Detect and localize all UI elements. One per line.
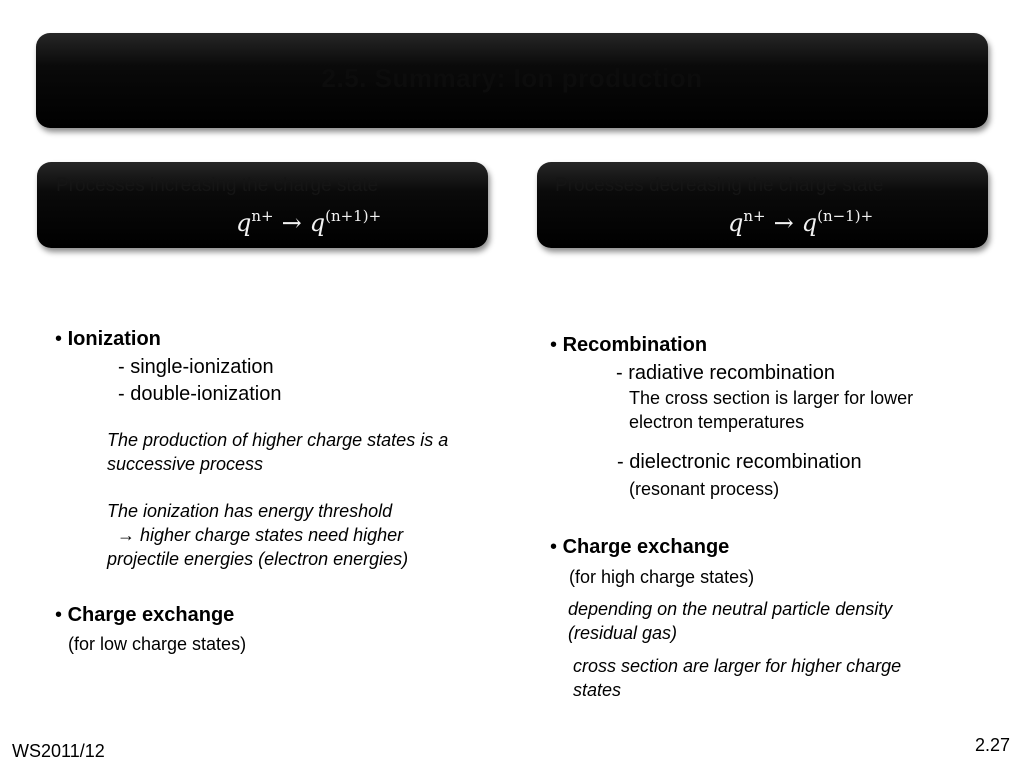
charge-exchange-title-right: Charge exchange [562, 536, 730, 558]
formula-base: q [236, 209, 252, 237]
formula-base: q [728, 209, 744, 237]
density-note-line1: depending on the neutral particle density [568, 599, 893, 619]
arrow-icon: → [773, 209, 794, 237]
threshold-note-line2: → higher charge states need higher [117, 525, 404, 545]
bullet-icon: • [55, 328, 63, 350]
density-note-line2: (residual gas) [568, 623, 678, 643]
cross-section-note-line1: cross section are larger for higher charge [573, 656, 902, 676]
arrow-icon: → [281, 209, 302, 237]
bullet-icon: • [550, 334, 558, 356]
right-header-formula [728, 207, 873, 237]
bullet-icon: • [55, 604, 63, 626]
formula-base: q [309, 209, 326, 237]
ionization-title: Ionization [67, 328, 161, 350]
single-ionization: - single-ionization [118, 356, 274, 378]
radiative-recombination: - radiative recombination [616, 362, 835, 384]
successive-note-line1: The production of higher charge states is a [107, 430, 449, 450]
charge-exchange-title-left: Charge exchange [67, 604, 235, 626]
formula-base: q [801, 209, 818, 237]
right-header-label: Processes decreasing the charge state [555, 175, 884, 196]
cross-section-note-line2: states [573, 680, 622, 700]
page-number: 2.27 [975, 735, 1011, 755]
bullet-icon: • [550, 536, 558, 558]
charge-exchange-note-left: (for low charge states) [68, 634, 247, 654]
formula-superscript: (n+1)+ [325, 207, 382, 225]
dielectronic-recombination: - dielectronic recombination [617, 451, 862, 473]
left-header-formula [236, 207, 381, 237]
footer-semester: WS2011/12 [12, 741, 105, 761]
double-ionization: - double-ionization [118, 383, 282, 405]
bullet-charge-exchange-right [550, 536, 729, 559]
charge-exchange-note-right: (for high charge states) [569, 567, 755, 587]
successive-note-line2: successive process [107, 454, 264, 474]
bullet-charge-exchange-left [55, 604, 234, 627]
dielectronic-note: (resonant process) [629, 479, 780, 499]
bullet-ionization [55, 328, 161, 351]
formula-superscript: n+ [743, 207, 766, 225]
recombination-title: Recombination [562, 334, 708, 356]
radiative-note-line2: electron temperatures [629, 412, 805, 432]
formula-superscript: n+ [251, 207, 274, 225]
slide-title: 2.5. Summary: Ion production [321, 63, 703, 93]
left-header-label: Processes increasing the charge state [56, 175, 379, 196]
bullet-recombination [550, 334, 707, 357]
threshold-note-line1: The ionization has energy threshold [107, 501, 393, 521]
radiative-note-line1: The cross section is larger for lower [629, 388, 914, 408]
formula-superscript: (n−1)+ [817, 207, 874, 225]
threshold-note-line3: projectile energies (electron energies) [107, 549, 409, 569]
